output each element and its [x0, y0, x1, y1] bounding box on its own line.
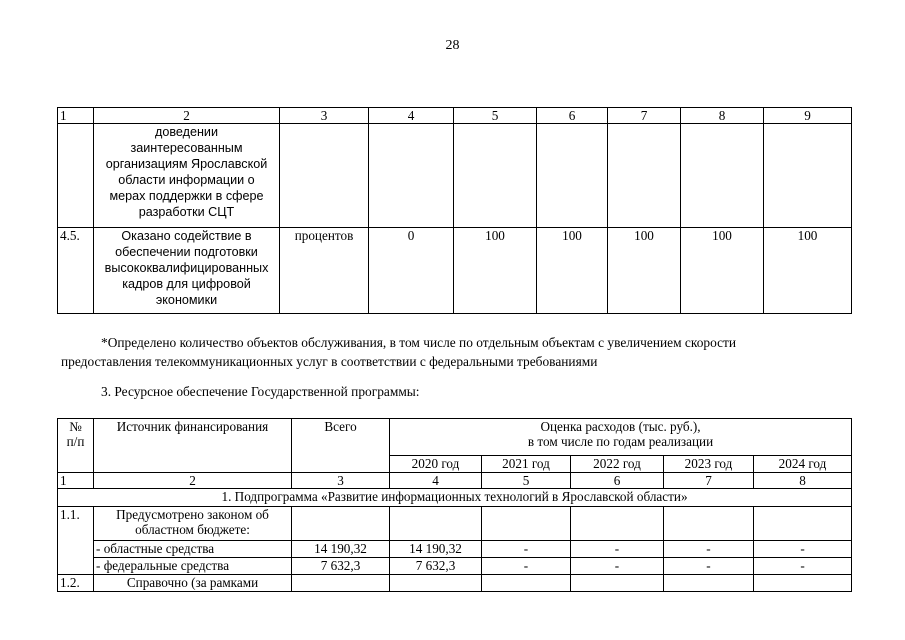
row-number: 1.2. — [58, 575, 94, 592]
column-number-row — [58, 473, 852, 489]
column-number: 1 — [58, 108, 94, 124]
column-number: 1 — [58, 473, 94, 489]
value-cell: 0 — [369, 228, 454, 314]
column-number: 9 — [764, 108, 852, 124]
year-header: 2022 год — [571, 456, 664, 473]
column-number: 7 — [664, 473, 754, 489]
row-number: 4.5. — [58, 228, 94, 314]
subprogram-title: 1. Подпрограмма «Развитие информационных технологий в Ярославской области» — [58, 489, 852, 507]
value-cell: 100 — [681, 228, 764, 314]
value-cell: - — [482, 558, 571, 575]
header-number — [58, 419, 94, 473]
header-text: п/п — [66, 434, 85, 449]
subprogram-row — [58, 489, 852, 507]
empty-cell — [764, 124, 852, 228]
row-number — [58, 124, 94, 228]
empty-cell — [390, 507, 482, 541]
value-cell: 100 — [764, 228, 852, 314]
text-line: доведении — [154, 125, 218, 139]
table-row — [58, 124, 852, 228]
column-number: 3 — [292, 473, 390, 489]
year-header: 2023 год — [664, 456, 754, 473]
value-cell: 7 632,3 — [390, 558, 482, 575]
header-source: Источник финансирования — [94, 419, 292, 473]
text-line: областном бюджете: — [135, 522, 250, 537]
row-number: 1.1. — [58, 507, 94, 575]
table-row — [58, 575, 852, 592]
value-cell: - — [754, 558, 852, 575]
column-number: 8 — [681, 108, 764, 124]
empty-cell — [482, 507, 571, 541]
column-number: 6 — [571, 473, 664, 489]
footnote — [61, 333, 844, 371]
text-line: области информации о — [118, 173, 255, 187]
resources-table — [57, 418, 852, 592]
header-text: Оценка расходов (тыс. руб.), — [540, 419, 701, 434]
text-line: высококвалифицированных — [104, 261, 269, 275]
empty-cell — [369, 124, 454, 228]
column-number-row — [58, 108, 852, 124]
indicators-table — [57, 107, 852, 314]
footnote-line: предоставления телекоммуникационных услуг в соответствии с федеральными требованиями — [61, 354, 598, 369]
value-cell: - — [754, 541, 852, 558]
empty-cell — [390, 575, 482, 592]
column-number: 4 — [369, 108, 454, 124]
funding-source: - федеральные средства — [94, 558, 292, 575]
column-number: 8 — [754, 473, 852, 489]
row-title — [94, 507, 292, 541]
text-line: кадров для цифровой — [122, 277, 251, 291]
empty-cell — [482, 575, 571, 592]
column-number: 2 — [94, 473, 292, 489]
funding-source: - областные средства — [94, 541, 292, 558]
year-header: 2020 год — [390, 456, 482, 473]
empty-cell — [571, 507, 664, 541]
value-cell: - — [664, 541, 754, 558]
row-title: Справочно (за рамками — [94, 575, 292, 592]
column-number: 5 — [454, 108, 537, 124]
unit-cell: процентов — [280, 228, 369, 314]
year-header: 2021 год — [482, 456, 571, 473]
table-row — [58, 228, 852, 314]
value-cell: - — [571, 558, 664, 575]
value-cell: - — [664, 558, 754, 575]
empty-cell — [664, 575, 754, 592]
value-cell: 100 — [608, 228, 681, 314]
footnote-line: *Определено количество объектов обслуживания, в том числе по отдельным объектам с увеличением скорости — [101, 335, 737, 350]
text-line: обеспечении подготовки — [115, 245, 258, 259]
total-cell: 7 632,3 — [292, 558, 390, 575]
table-row — [58, 558, 852, 575]
header-total: Всего — [292, 419, 390, 473]
text-line: мерах поддержки в сфере — [109, 189, 264, 203]
column-number: 2 — [94, 108, 280, 124]
empty-cell — [681, 124, 764, 228]
page-number: 28 — [445, 38, 460, 53]
text-line: Предусмотрено законом об — [116, 507, 269, 522]
column-number: 6 — [537, 108, 608, 124]
value-cell: - — [571, 541, 664, 558]
column-number: 4 — [390, 473, 482, 489]
column-number: 5 — [482, 473, 571, 489]
indicator-name — [94, 124, 280, 228]
text-line: организациям Ярославской — [105, 157, 268, 171]
indicator-name — [94, 228, 280, 314]
text-line: Оказано содействие в — [121, 229, 252, 243]
table-row — [58, 507, 852, 541]
value-cell: - — [482, 541, 571, 558]
header-row — [58, 419, 852, 456]
text-line: экономики — [155, 293, 218, 307]
text-line: разработки СЦТ — [138, 205, 235, 219]
empty-cell — [608, 124, 681, 228]
value-cell: 100 — [537, 228, 608, 314]
text-line: заинтересованным — [130, 141, 243, 155]
header-estimate — [390, 419, 852, 456]
column-number: 3 — [280, 108, 369, 124]
table-row — [58, 541, 852, 558]
year-header: 2024 год — [754, 456, 852, 473]
header-text: № — [69, 419, 82, 434]
empty-cell — [571, 575, 664, 592]
empty-cell — [292, 575, 390, 592]
empty-cell — [754, 507, 852, 541]
header-text: в том числе по годам реализации — [527, 434, 714, 449]
empty-cell — [454, 124, 537, 228]
empty-cell — [280, 124, 369, 228]
empty-cell — [537, 124, 608, 228]
total-cell: 14 190,32 — [292, 541, 390, 558]
empty-cell — [754, 575, 852, 592]
value-cell: 100 — [454, 228, 537, 314]
empty-cell — [664, 507, 754, 541]
section-title: 3. Ресурсное обеспечение Государственной программы: — [101, 384, 420, 399]
value-cell: 14 190,32 — [390, 541, 482, 558]
empty-cell — [292, 507, 390, 541]
column-number: 7 — [608, 108, 681, 124]
